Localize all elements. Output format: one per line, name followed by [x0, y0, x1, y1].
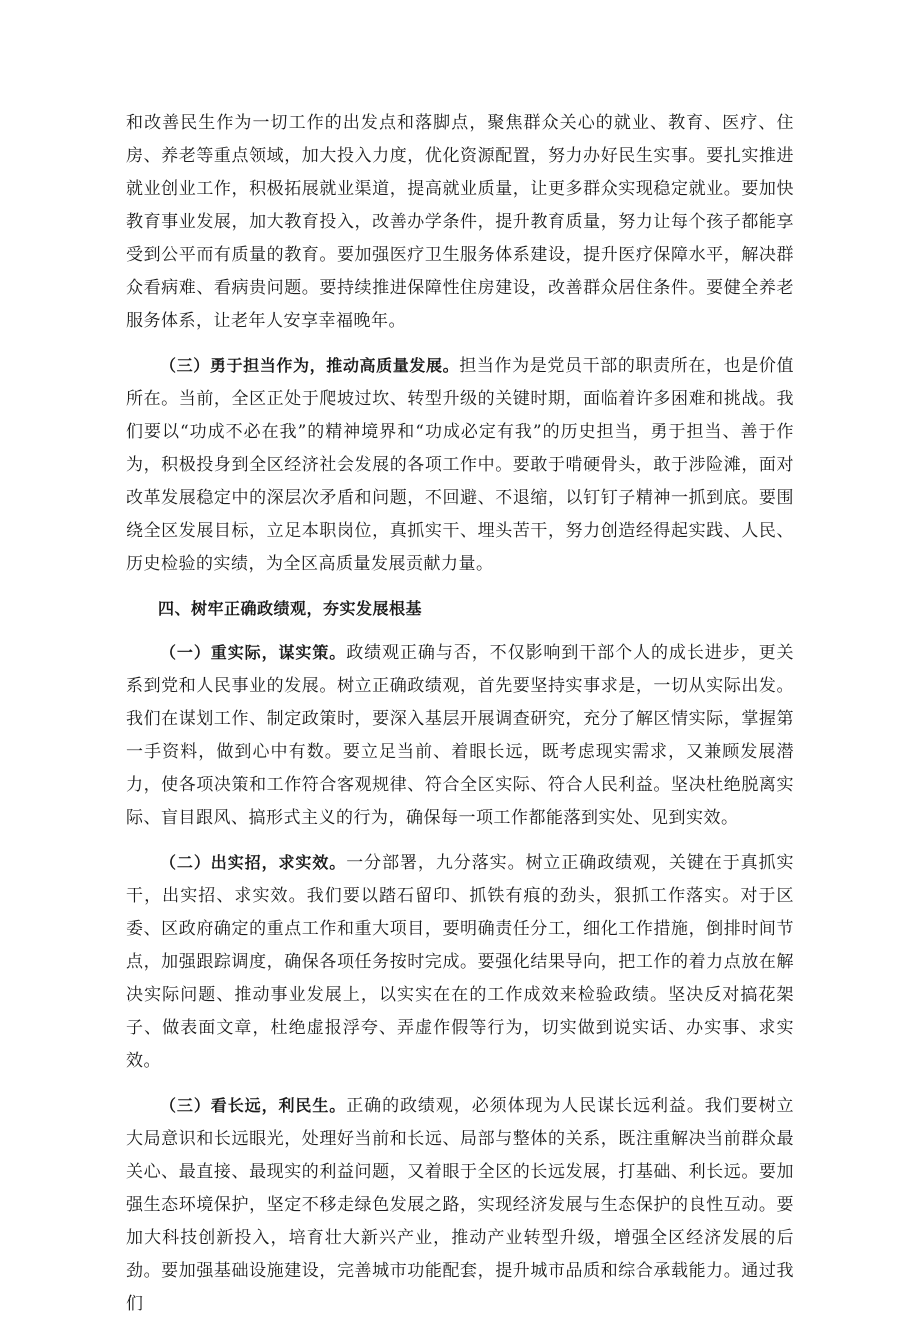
paragraph-text: 一分部署，九分落实。树立正确政绩观，关键在于真抓实干，出实招、求实效。我们要以踏石留印、抓铁有痕的劲头，狠抓工作落实。对于区委、区政府确定的重点工作和重大项目，要明确责任分工，细化工作措施，倒排时间节点，加强跟踪调度，确保各项任务按时完成。要强化结果导向，把工作的着力点放在解决实际问题、推动事业发展上，以实实在在的工作成效来检验政绩。坚决反对搞花架子、做表面文章，杜绝虚报浮夸、弄虚作假等行为，切实做到说实话、办实事、求实效。	[126, 853, 794, 1071]
paragraph-practical	[126, 636, 794, 835]
paragraph-livelihood-continued	[126, 107, 794, 338]
paragraph-text: 政绩观正确与否，不仅影响到干部个人的成长进步，更关系到党和人民事业的发展。树立正确政绩观，首先要坚持实事求是，一切从实际出发。我们在谋划工作、制定政策时，要深入基层开展调查研究，充分了解区情实际，掌握第一手资料，做到心中有数。要立足当前、着眼长远，既考虑现实需求，又兼顾发展潜力，使各项决策和工作符合客观规律、符合全区实际、符合人民利益。坚决杜绝脱离实际、盲目跟风、搞形式主义的行为，确保每一项工作都能落到实处、见到实效。	[126, 643, 794, 828]
paragraph-effective	[126, 846, 794, 1078]
paragraph-lead-heading: （三）勇于担当作为，推动高质量发展。	[160, 356, 460, 375]
paragraph-lead-heading: （二）出实招，求实效。	[160, 853, 347, 872]
paragraph-lead-heading: （三）看长远，利民生。	[160, 1096, 347, 1115]
document-body	[126, 107, 794, 1332]
paragraph-lead-heading: （一）重实际，谋实策。	[160, 643, 347, 662]
paragraph-text: 担当作为是党员干部的职责所在，也是价值所在。当前，全区正处于爬坡过坎、转型升级的关键时期，面临着许多困难和挑战。我们要以“功成不必在我”的精神境界和“功成必定有我”的历史担当，勇于担当、善于作为，积极投身到全区经济社会发展的各项工作中。要敢于啃硬骨头，敢于涉险滩，面对改革发展稳定中的深层次矛盾和问题，不回避、不退缩，以钉钉子精神一抓到底。要围绕全区发展目标，立足本职岗位，真抓实干、埋头苦干，努力创造经得起实践、人民、历史检验的实绩，为全区高质量发展贡献力量。	[126, 356, 794, 574]
paragraph-text: 和改善民生作为一切工作的出发点和落脚点，聚焦群众关心的就业、教育、医疗、住房、养老等重点领域，加大投入力度，优化资源配置，努力办好民生实事。要扎实推进就业创业工作，积极拓展就业渠道，提高就业质量，让更多群众实现稳定就业。要加快教育事业发展，加大教育投入，改善办学条件，提升教育质量，努力让每个孩子都能享受到公平而有质量的教育。要加强医疗卫生服务体系建设，提升医疗保障水平，解决群众看病难、看病贵问题。要持续推进保障性住房建设，改善群众居住条件。要健全养老服务体系，让老年人安享幸福晚年。	[126, 113, 794, 331]
section-heading: 四、树牢正确政绩观，夯实发展根基	[158, 599, 423, 618]
paragraph-responsibility	[126, 349, 794, 581]
paragraph-long-term	[126, 1089, 794, 1321]
paragraph-text: 正确的政绩观，必须体现为人民谋长远利益。我们要树立大局意识和长远眼光，处理好当前和长远、局部与整体的关系，既注重解决当前群众最关心、最直接、最现实的利益问题，又着眼于全区的长远发展，打基础、利长远。要加强生态环境保护，坚定不移走绿色发展之路，实现经济发展与生态保护的良性互动。要加大科技创新投入，培育壮大新兴产业，推动产业转型升级，增强全区经济发展的后劲。要加强基础设施建设，完善城市功能配套，提升城市品质和综合承载能力。通过我们	[126, 1096, 794, 1314]
